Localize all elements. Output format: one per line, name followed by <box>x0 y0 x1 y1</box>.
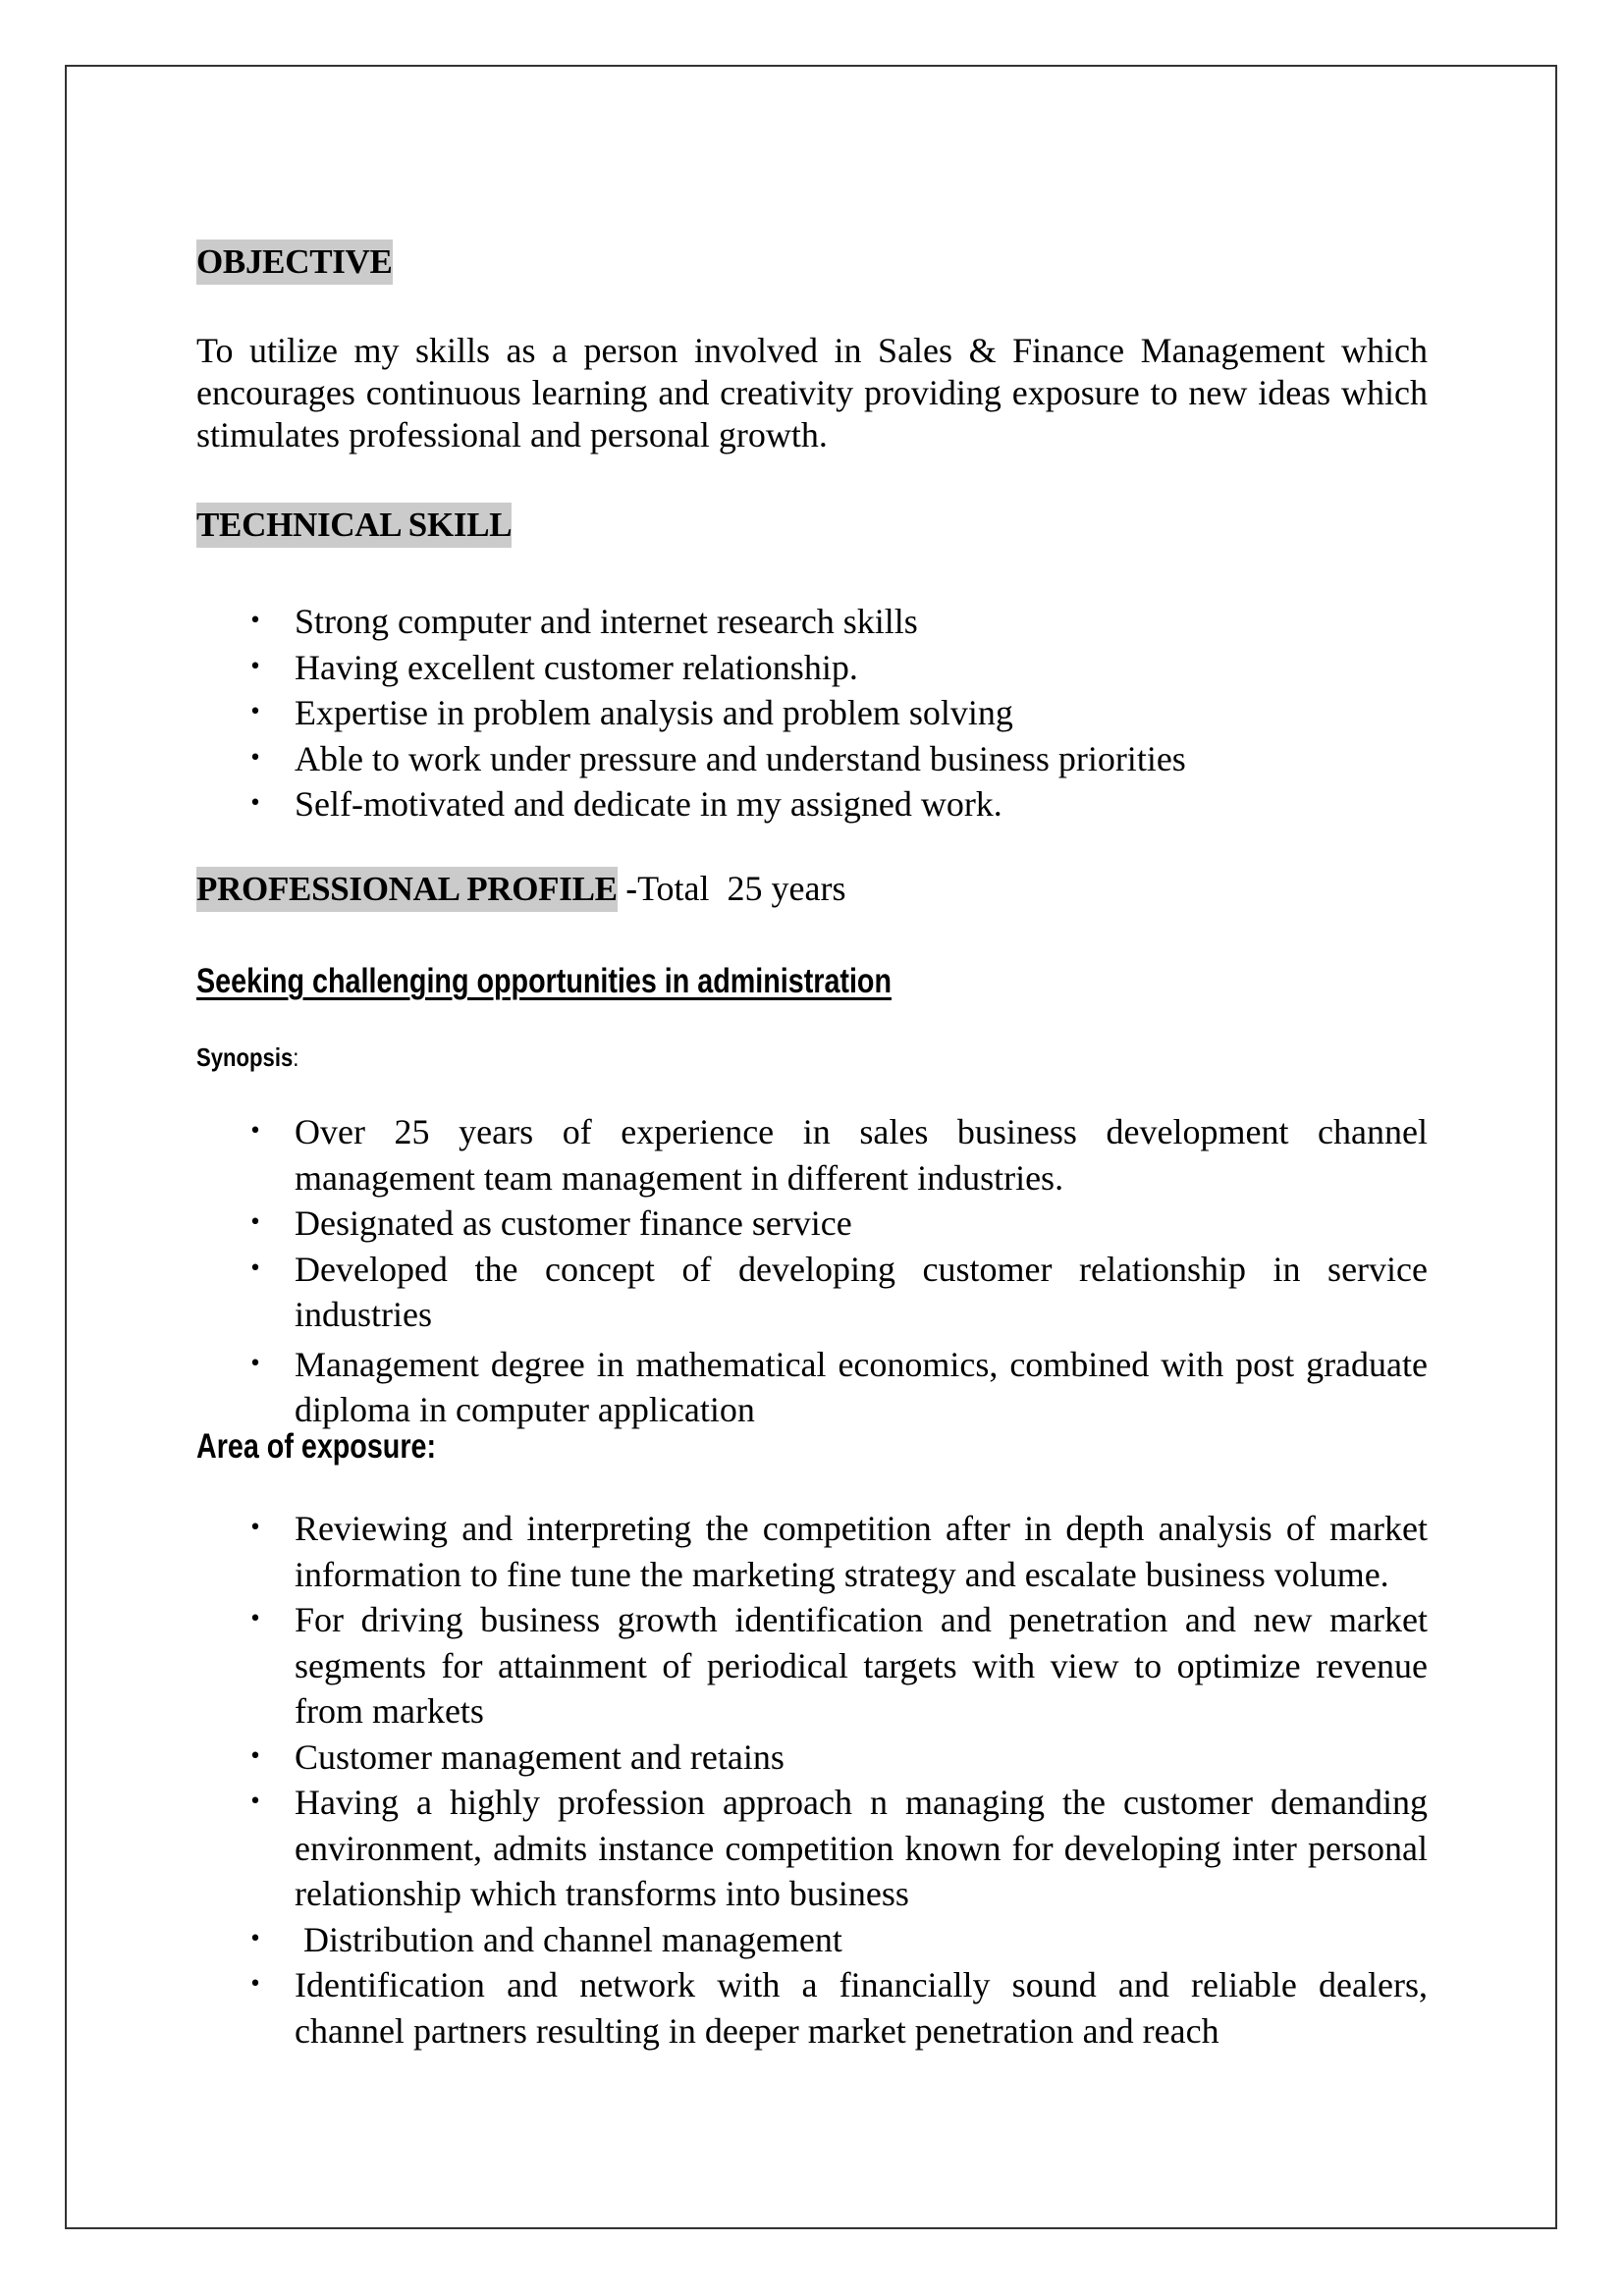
list-item <box>196 1597 1428 1735</box>
synopsis-label: Synopsis <box>196 1042 294 1072</box>
list-item-text: Able to work under pressure and understand business priorities <box>295 738 1186 778</box>
list-item <box>196 1342 1428 1433</box>
bullet-icon: • <box>248 791 262 816</box>
list-item-text: Having a highly profession approach n managing the customer demanding environment, admits instance competition known for developing inter personal relationship which transforms into business <box>295 1783 1428 1913</box>
list-item <box>196 736 1428 782</box>
bullet-icon: • <box>248 1516 262 1540</box>
synopsis-label-wrap <box>196 1041 317 1074</box>
list-item <box>196 645 1428 691</box>
exposure-label-wrap <box>196 1426 489 1468</box>
list-item <box>196 599 1428 645</box>
list-item <box>196 1201 1428 1247</box>
bullet-icon: • <box>248 1119 262 1144</box>
list-item-text: Over 25 years of experience in sales business development channel management team management in different industries. <box>295 1112 1428 1198</box>
bullet-icon: • <box>248 1972 262 1997</box>
total-experience: Total 25 years <box>637 869 846 908</box>
bullet-icon: • <box>248 700 262 724</box>
bullet-icon: • <box>248 1351 262 1376</box>
list-item <box>196 1247 1428 1338</box>
objective-heading: OBJECTIVE <box>196 240 393 285</box>
list-item-text: Expertise in problem analysis and problem solving <box>295 693 1013 732</box>
list-item-text: Identification and network with a financially sound and reliable dealers, channel partners resulting in deeper market penetration and reach <box>295 1965 1428 2051</box>
synopsis-list <box>196 1109 1428 1433</box>
exposure-label: Area of exposure: <box>196 1427 437 1466</box>
list-item-text: Designated as customer finance service <box>295 1203 852 1243</box>
bullet-icon: • <box>248 1255 262 1281</box>
list-item <box>196 1109 1428 1201</box>
tagline-wrap <box>196 960 1044 1003</box>
list-item-text: Having excellent customer relationship. <box>295 647 858 687</box>
list-item-text: Reviewing and interpreting the competition after in depth analysis of market information to fine tune the marketing strategy and escalate business volume. <box>295 1509 1428 1594</box>
list-item-text: Customer management and retains <box>295 1736 785 1777</box>
list-item-text: For driving business growth identification and penetration and new market segments for attainment of periodical targets with view to optimize revenue from markets <box>295 1600 1428 1731</box>
list-item <box>196 1735 1428 1781</box>
list-item-text: Self-motivated and dedicate in my assigned work. <box>295 784 1002 824</box>
list-item-text: Strong computer and internet research skills <box>295 602 918 641</box>
list-item-text: Management degree in mathematical economics, combined with post graduate diploma in computer application <box>295 1344 1428 1429</box>
list-item <box>196 1917 1428 1963</box>
professional-profile-heading: PROFESSIONAL PROFILE <box>196 867 618 912</box>
technical-skill-heading: TECHNICAL SKILL <box>196 503 512 548</box>
list-item <box>196 1780 1428 1917</box>
professional-profile-heading-row <box>196 866 846 911</box>
bullet-icon: • <box>248 1210 262 1235</box>
bullet-icon: • <box>248 1926 262 1951</box>
list-item <box>196 1962 1428 2054</box>
bullet-icon: • <box>248 654 262 679</box>
bullet-icon: • <box>248 1607 262 1631</box>
list-item <box>196 781 1428 828</box>
bullet-icon: • <box>248 1789 262 1814</box>
synopsis-colon: : <box>293 1042 299 1072</box>
list-item <box>196 690 1428 736</box>
list-item-text: Developed the concept of developing customer relationship in service industries <box>295 1249 1428 1334</box>
list-item-text: Distribution and channel management <box>295 1919 842 1959</box>
heading-dash: - <box>617 870 638 908</box>
bullet-icon: • <box>248 609 262 633</box>
bullet-icon: • <box>248 1743 262 1769</box>
technical-skill-list <box>196 599 1428 828</box>
tagline: Seeking challenging opportunities in administration <box>196 962 893 1000</box>
list-item <box>196 1506 1428 1597</box>
exposure-list <box>196 1506 1428 2054</box>
bullet-icon: • <box>248 745 262 771</box>
objective-text: To utilize my skills as a person involved in Sales & Finance Management which encourages continuous learning and creativity providing exposure to new ideas which stimulates professional and personal growth. <box>196 331 1428 454</box>
